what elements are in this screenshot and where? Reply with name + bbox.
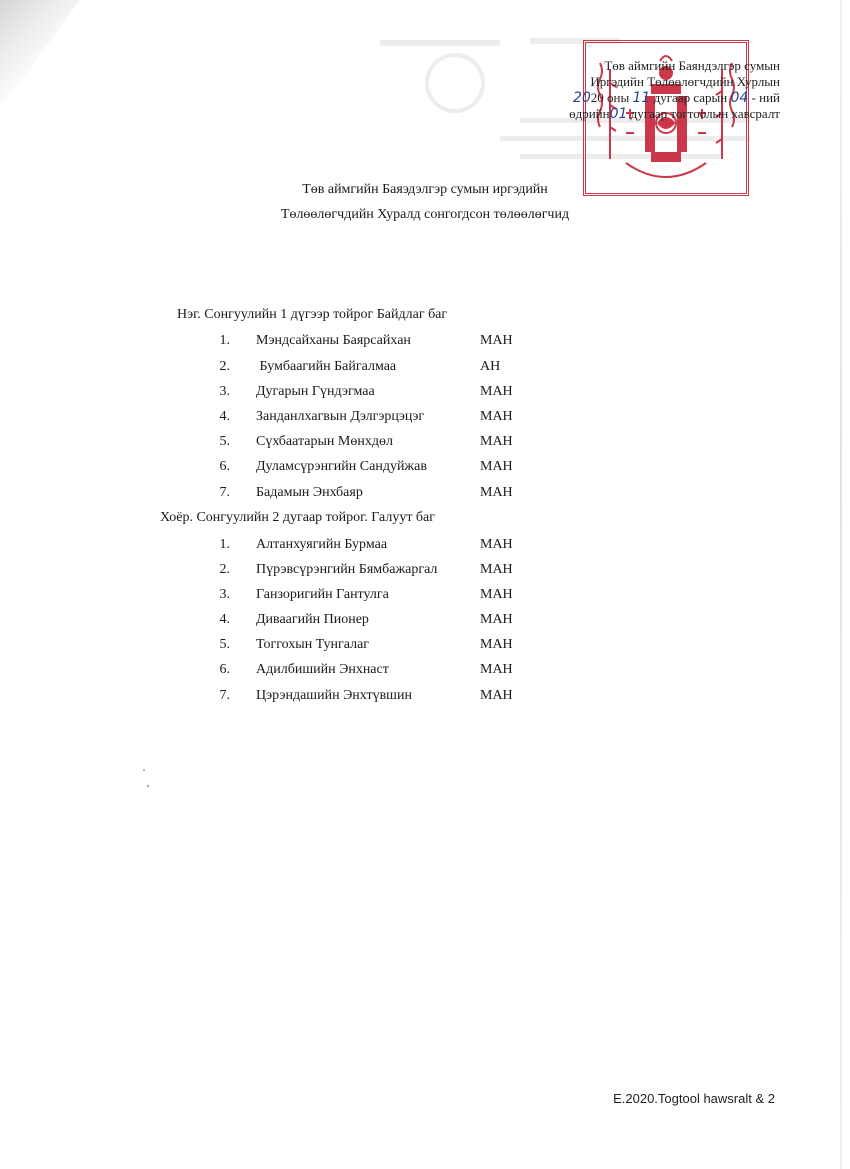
scan-page-edge xyxy=(840,0,842,1169)
member-name: Бадамын Энхбаяр xyxy=(256,485,363,500)
party-label: МАН xyxy=(480,587,513,602)
header-month-label: дугаар сарын xyxy=(650,90,731,105)
header-line-3 xyxy=(569,90,780,106)
member-name: Дугарын Гүндэгмаа xyxy=(256,384,375,399)
document-title-line-2: Төлөөлөгчдийн Хуралд сонгогдсон төлөөлөгчид xyxy=(280,207,570,222)
item-number: 3. xyxy=(219,587,230,602)
document-title-line-1: Төв аймгийн Баяэдэлгэр сумын иргэдийн xyxy=(302,182,548,197)
party-label: МАН xyxy=(480,485,513,500)
member-name: Цэрэндашийн Энхтүвшин xyxy=(256,688,412,703)
party-label: МАН xyxy=(480,637,513,652)
party-label: МАН xyxy=(480,612,513,627)
item-number: 1. xyxy=(219,333,230,348)
member-name: Алтанхуягийн Бурмаа xyxy=(256,537,388,552)
party-label: МАН xyxy=(480,434,513,449)
item-number: 2. xyxy=(219,359,230,374)
item-number: 4. xyxy=(219,409,230,424)
header-line-2: Иргэдийн Төлөөлөгчдийн Хурлын xyxy=(590,74,780,89)
member-name: Пүрэвсүрэнгийн Бямбажаргал xyxy=(256,562,438,577)
file-reference-footer: E.2020.Togtool hawsralt & 2 xyxy=(613,1091,775,1106)
header-line-4 xyxy=(569,106,780,122)
item-number: 7. xyxy=(219,485,230,500)
scan-corner-shadow xyxy=(0,0,80,110)
member-name: Ганзоригийн Гантулга xyxy=(256,587,389,602)
party-label: МАН xyxy=(480,562,513,577)
item-number: 4. xyxy=(219,612,230,627)
member-name: Мэндсайханы Баярсайхан xyxy=(256,333,411,348)
item-number: 7. xyxy=(219,688,230,703)
section-heading-2: Хоёр. Сонгуулийн 2 дугаар тойрог. Галуут баг xyxy=(160,510,436,525)
item-number: 3. xyxy=(219,384,230,399)
header-year-handwritten: 20 xyxy=(572,90,591,106)
item-number: 5. xyxy=(219,434,230,449)
header-resolution-label: дугаар тогтоолын хавсралт xyxy=(627,106,780,121)
section-heading-1: Нэг. Сонгуулийн 1 дүгээр тойрог Байдлаг баг xyxy=(177,307,448,322)
member-name: Адилбишийн Энхнаст xyxy=(256,662,389,677)
item-number: 5. xyxy=(219,637,230,652)
member-name: Сүхбаатарын Мөнхдөл xyxy=(256,434,393,449)
party-label: МАН xyxy=(480,384,513,399)
header-day-word: өдрийн xyxy=(569,106,610,121)
header-year-printed: 20 xyxy=(590,90,604,105)
party-label: МАН xyxy=(480,662,513,677)
scan-specks xyxy=(140,766,160,796)
member-name: Диваагийн Пионер xyxy=(256,612,369,627)
item-number: 6. xyxy=(219,459,230,474)
item-number: 1. xyxy=(219,537,230,552)
header-month-handwritten: 11 xyxy=(632,90,651,106)
header-day-label: - ний xyxy=(748,90,780,105)
party-label: МАН xyxy=(480,459,513,474)
item-number: 2. xyxy=(219,562,230,577)
party-label: МАН xyxy=(480,333,513,348)
member-name: Дуламсүрэнгийн Сандуйжав xyxy=(256,459,427,474)
header-resolution-number-handwritten: 01 xyxy=(609,106,628,122)
party-label: МАН xyxy=(480,688,513,703)
member-name: Бумбаагийн Байгалмаа xyxy=(256,359,397,374)
header-day-handwritten: 04 xyxy=(730,90,749,106)
member-name: Тоггохын Тунгалаг xyxy=(256,637,370,652)
item-number: 6. xyxy=(219,662,230,677)
header-year-label: оны xyxy=(603,90,630,105)
resolution-attachment-header xyxy=(569,58,780,122)
header-line-1: Төв аймгийн Баяндэлгэр сумын xyxy=(604,58,780,73)
member-name: Занданлхагвын Дэлгэрцэцэг xyxy=(256,409,425,424)
party-label: АН xyxy=(480,359,501,374)
party-label: МАН xyxy=(480,409,513,424)
party-label: МАН xyxy=(480,537,513,552)
